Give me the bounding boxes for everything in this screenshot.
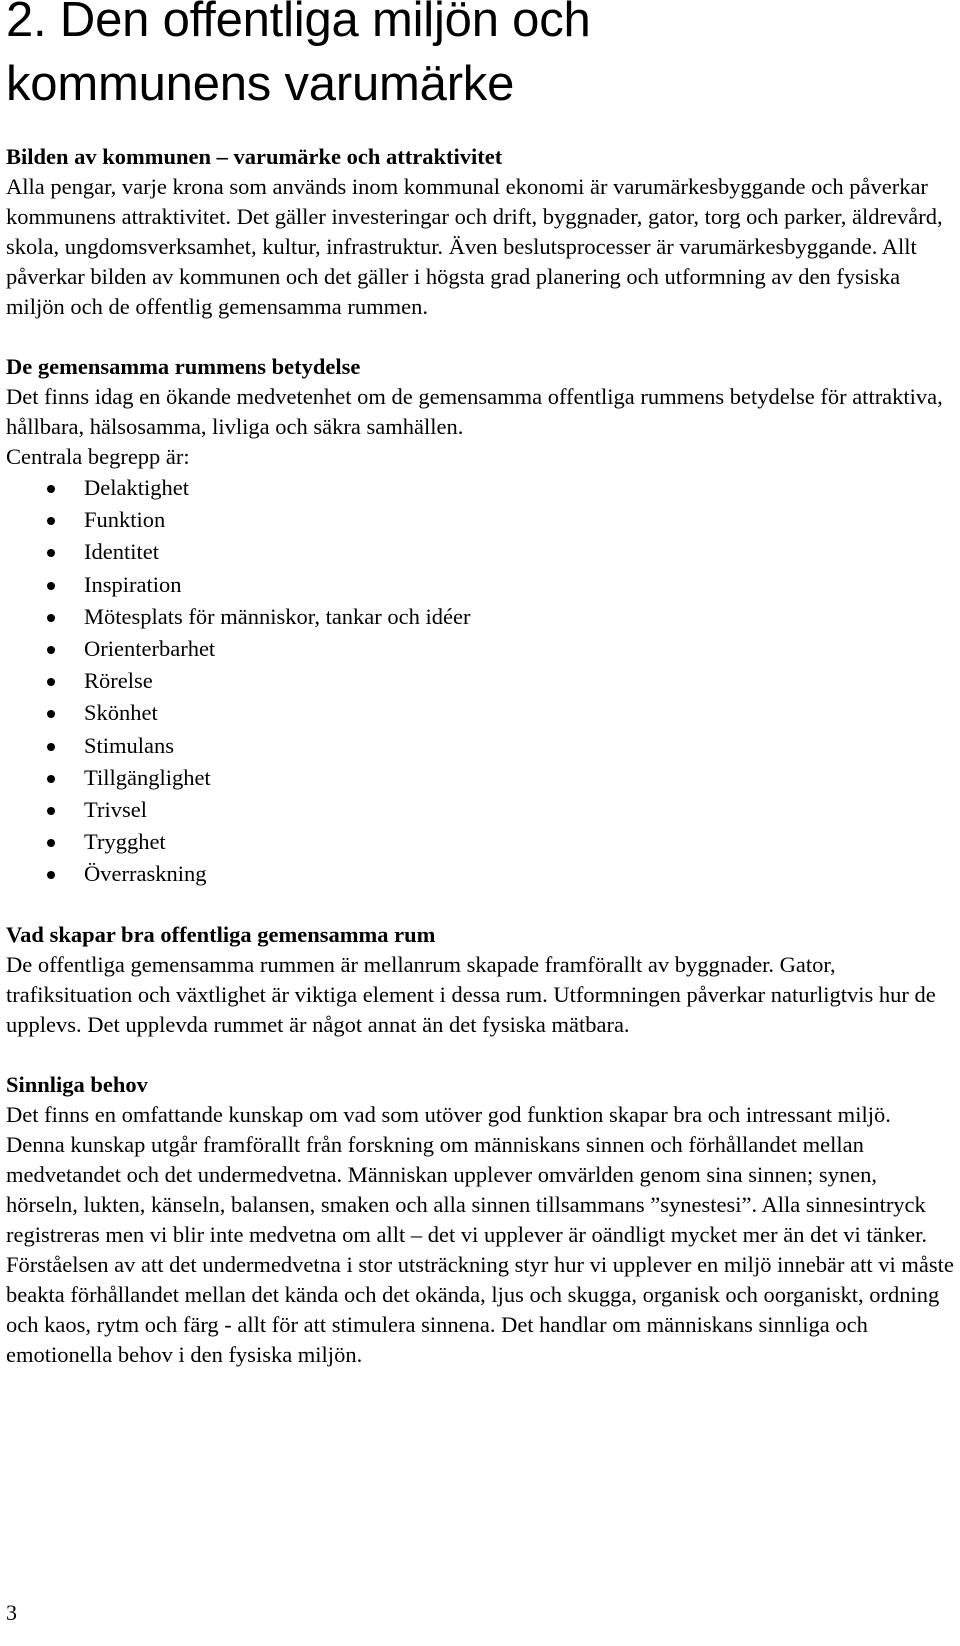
list-item: Trivsel [6,794,954,826]
list-item: Överraskning [6,858,954,890]
list-item: Delaktighet [6,472,954,504]
list-item: Mötesplats för människor, tankar och idéer [6,601,954,633]
section-paragraph: Det finns idag en ökande medvetenhet om de gemensamma offentliga rummens betydelse för attraktiva, hållbara, hälsosamma, livliga och säkra samhällen. [6,384,943,439]
section-heading: Vad skapar bra offentliga gemensamma rum [6,922,436,948]
list-item: Tillgänglighet [6,762,954,794]
page-title-line-1: 2. Den offentliga miljön och [6,0,591,47]
section-paragraph: De offentliga gemensamma rummen är mellanrum skapade framförallt av byggnader. Gator, trafiksituation och växtlighet är viktiga element i dessa rum. Utformningen påverkar naturligtvis hur de upplevs. Det upplevda rummet är något annat än det fysiska mätbara. [6,952,936,1038]
list-item: Funktion [6,504,954,536]
section-sensory-needs [6,1070,954,1370]
page-title [6,0,954,116]
list-item: Trygghet [6,826,954,858]
list-item: Skönhet [6,697,954,729]
list-item: Inspiration [6,569,954,601]
concept-list [6,472,954,890]
list-item: Rörelse [6,665,954,697]
list-item: Identitet [6,536,954,568]
section-paragraph: Alla pengar, varje krona som används inom kommunal ekonomi är varumärkesbyggande och påverkar kommunens attraktivitet. Det gäller investeringar och drift, byggnader, gator, torg och parker, äldrevård, skola, ungdomsverksamhet, kultur, infrastruktur. Även beslutsprocesser är varumärkesbyggande. Allt påverkar bilden av kommunen och det gäller i högsta grad planering och utformning av den fysiska miljön och de offentlig gemensamma rummen. [6,174,943,319]
section-paragraph: Centrala begrepp är: [6,444,190,469]
section-paragraph: Det finns en omfattande kunskap om vad som utöver god funktion skapar bra och intressant miljö. Denna kunskap utgår framförallt från forskning om människans sinnen och förhållandet mellan medvetandet och det undermedvetna. Människan upplever omvärlden genom sina sinnen; synen, hörseln, lukten, känseln, balansen, smaken och alla sinnen tillsammans ”synestesi”. Alla sinnesintryck registreras men vi blir inte medvetna om allt – det vi upplever är oändligt mycket mer än det vi tänker. Förståelsen av att det undermedvetna i stor utsträckning styr hur vi upplever en miljö innebär att vi måste beakta förhållandet mellan det kända och det okända, ljus och skugga, organisk och oorganiskt, ordning och kaos, rytm och färg - allt för att stimulera sinnena. Det handlar om människans sinnliga och emotionella behov i den fysiska miljön. [6,1102,954,1368]
section-heading: Bilden av kommunen – varumärke och attraktivitet [6,144,503,169]
page-title-line-2: kommunens varumärke [6,57,515,111]
list-item: Orienterbarhet [6,633,954,665]
section-image-and-brand [6,142,954,322]
section-good-public-spaces [6,920,954,1040]
page-number: 3 [6,1600,17,1625]
document-page [6,0,954,1370]
section-heading: Sinnliga behov [6,1072,148,1098]
section-common-spaces [6,352,954,890]
section-heading: De gemensamma rummens betydelse [6,354,361,379]
list-item: Stimulans [6,730,954,762]
